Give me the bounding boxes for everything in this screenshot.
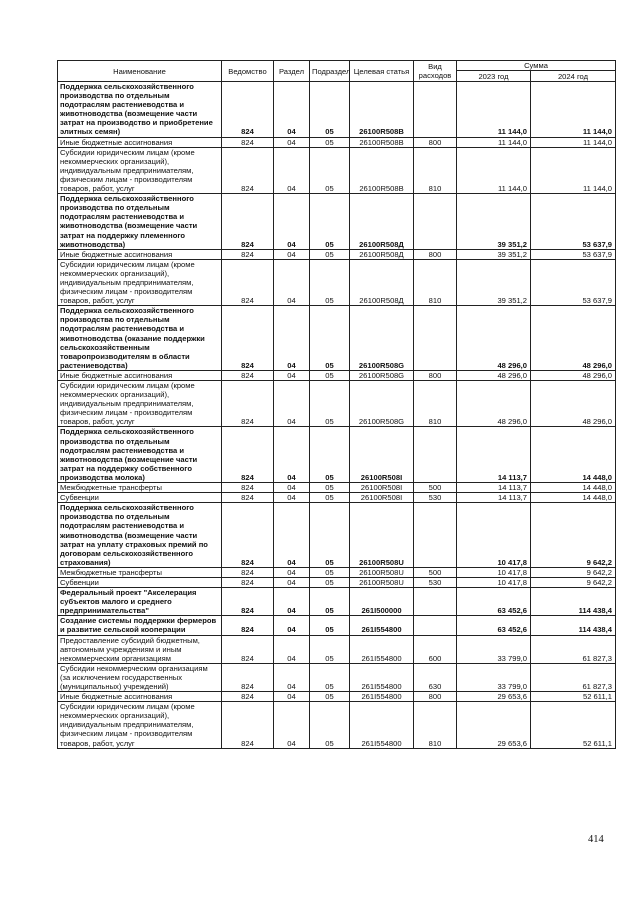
- row-sum-2023: 10 417,8: [457, 577, 531, 587]
- row-sum-2024: 14 448,0: [531, 483, 616, 493]
- row-expense-type: 800: [414, 249, 457, 259]
- row-name: Субсидии юридическим лицам (кроме некоммерческих организаций), индивидуальным предпринимателям, физическим лицам - производителям товаров, работ, услуг: [58, 259, 222, 305]
- row-target-article: 26100R508Д: [350, 259, 414, 305]
- row-name: Субсидии юридическим лицам (кроме некоммерческих организаций), индивидуальным предпринимателям, физическим лицам - производителям товаров, работ, услуг: [58, 702, 222, 748]
- row-section: 04: [274, 147, 310, 193]
- table-row: [58, 147, 616, 193]
- row-name: Субсидии некоммерческим организациям (за исключением государственных (муниципальных) учреждений): [58, 663, 222, 691]
- row-name: Межбюджетные трансферты: [58, 483, 222, 493]
- row-expense-type: 810: [414, 381, 457, 427]
- row-sum-2023: 63 452,6: [457, 588, 531, 616]
- row-sum-2024: 48 296,0: [531, 381, 616, 427]
- row-expense-type: 600: [414, 635, 457, 663]
- row-expense-type: 800: [414, 692, 457, 702]
- row-expense-type: [414, 427, 457, 483]
- table-row: [58, 137, 616, 147]
- row-department: 824: [222, 381, 274, 427]
- row-sum-2024: 61 827,3: [531, 663, 616, 691]
- row-section: 04: [274, 577, 310, 587]
- row-name: Федеральный проект "Акселерация субъектов малого и среднего предпринимательства": [58, 588, 222, 616]
- row-expense-type: 810: [414, 147, 457, 193]
- table-row: [58, 702, 616, 748]
- row-section: 04: [274, 503, 310, 568]
- row-name: Субсидии юридическим лицам (кроме некоммерческих организаций), индивидуальным предпринимателям, физическим лицам - производителям товаров, работ, услуг: [58, 147, 222, 193]
- row-sum-2023: 14 113,7: [457, 493, 531, 503]
- table-row: [58, 82, 616, 138]
- row-subsection: 05: [310, 493, 350, 503]
- table-row: [58, 370, 616, 380]
- row-expense-type: [414, 194, 457, 250]
- header-year-2023: 2023 год: [457, 71, 531, 82]
- row-name: Иные бюджетные ассигнования: [58, 692, 222, 702]
- row-name: Субвенции: [58, 577, 222, 587]
- row-department: 824: [222, 259, 274, 305]
- row-sum-2024: 11 144,0: [531, 147, 616, 193]
- row-sum-2023: 14 113,7: [457, 483, 531, 493]
- row-department: 824: [222, 663, 274, 691]
- row-target-article: 261I554800: [350, 702, 414, 748]
- row-name: Поддержка сельскохозяйственного производства по отдельным подотраслям растениеводства и животноводства (возмещение части затрат на поддержку собственного производства молока): [58, 427, 222, 483]
- row-section: 04: [274, 194, 310, 250]
- row-expense-type: 630: [414, 663, 457, 691]
- row-sum-2024: 11 144,0: [531, 82, 616, 138]
- row-name: Иные бюджетные ассигнования: [58, 249, 222, 259]
- row-target-article: 26100R508B: [350, 82, 414, 138]
- row-department: 824: [222, 503, 274, 568]
- row-subsection: 05: [310, 503, 350, 568]
- row-sum-2023: 29 653,6: [457, 692, 531, 702]
- row-expense-type: 800: [414, 137, 457, 147]
- row-target-article: 261I554800: [350, 663, 414, 691]
- row-section: 04: [274, 567, 310, 577]
- table-row: [58, 493, 616, 503]
- row-expense-type: [414, 616, 457, 635]
- row-sum-2024: 53 637,9: [531, 194, 616, 250]
- row-section: 04: [274, 635, 310, 663]
- row-sum-2023: 33 799,0: [457, 663, 531, 691]
- row-target-article: 26100R508I: [350, 483, 414, 493]
- row-sum-2024: 52 611,1: [531, 692, 616, 702]
- row-subsection: 05: [310, 249, 350, 259]
- row-target-article: 26100R508U: [350, 503, 414, 568]
- row-sum-2023: 14 113,7: [457, 427, 531, 483]
- table-body: [58, 82, 616, 749]
- row-name: Предоставление субсидий бюджетным, автономным учреждениям и иным некоммерческим организациям: [58, 635, 222, 663]
- table-row: [58, 249, 616, 259]
- row-section: 04: [274, 588, 310, 616]
- row-target-article: 26100R508Д: [350, 194, 414, 250]
- table-row: [58, 567, 616, 577]
- row-target-article: 26100R508B: [350, 137, 414, 147]
- row-subsection: 05: [310, 588, 350, 616]
- header-expense-type: Вид расходов: [414, 61, 457, 82]
- row-section: 04: [274, 616, 310, 635]
- table-header: [58, 61, 616, 82]
- row-expense-type: 800: [414, 370, 457, 380]
- row-target-article: 26100R508B: [350, 147, 414, 193]
- row-target-article: 26100R508I: [350, 427, 414, 483]
- row-expense-type: 500: [414, 567, 457, 577]
- row-section: 04: [274, 702, 310, 748]
- row-name: Поддержка сельскохозяйственного производства по отдельным подотраслям растениеводства и животноводства (возмещение части затрат на производство и приобретение элитных семян): [58, 82, 222, 138]
- row-section: 04: [274, 427, 310, 483]
- row-department: 824: [222, 147, 274, 193]
- row-department: 824: [222, 567, 274, 577]
- row-sum-2024: 48 296,0: [531, 370, 616, 380]
- row-sum-2024: 9 642,2: [531, 577, 616, 587]
- header-target-article: Целевая статья: [350, 61, 414, 82]
- row-target-article: 26100R508G: [350, 381, 414, 427]
- row-section: 04: [274, 306, 310, 371]
- row-sum-2023: 29 653,6: [457, 702, 531, 748]
- row-sum-2023: 39 351,2: [457, 249, 531, 259]
- header-subsection: Подраздел: [310, 61, 350, 82]
- row-expense-type: [414, 306, 457, 371]
- budget-table: [57, 60, 616, 749]
- page-number: 414: [588, 834, 604, 845]
- row-section: 04: [274, 692, 310, 702]
- row-expense-type: 500: [414, 483, 457, 493]
- row-expense-type: 530: [414, 493, 457, 503]
- header-section: Раздел: [274, 61, 310, 82]
- row-department: 824: [222, 249, 274, 259]
- row-name: Субвенции: [58, 493, 222, 503]
- row-sum-2024: 9 642,2: [531, 503, 616, 568]
- row-sum-2023: 48 296,0: [457, 370, 531, 380]
- table-row: [58, 635, 616, 663]
- header-sum: Сумма: [457, 61, 616, 71]
- row-department: 824: [222, 137, 274, 147]
- row-section: 04: [274, 370, 310, 380]
- row-expense-type: [414, 588, 457, 616]
- row-department: 824: [222, 370, 274, 380]
- table-row: [58, 588, 616, 616]
- row-name: Поддержка сельскохозяйственного производства по отдельным подотраслям растениеводства и животноводства (возмещение части затрат на поддержку племенного животноводства): [58, 194, 222, 250]
- row-target-article: 261I554800: [350, 692, 414, 702]
- row-section: 04: [274, 82, 310, 138]
- row-department: 824: [222, 692, 274, 702]
- row-subsection: 05: [310, 616, 350, 635]
- table-row: [58, 616, 616, 635]
- row-name: Межбюджетные трансферты: [58, 567, 222, 577]
- table-row: [58, 577, 616, 587]
- table-row: [58, 259, 616, 305]
- row-department: 824: [222, 493, 274, 503]
- row-target-article: 261I500000: [350, 588, 414, 616]
- row-sum-2024: 114 438,4: [531, 588, 616, 616]
- row-sum-2024: 53 637,9: [531, 259, 616, 305]
- row-section: 04: [274, 137, 310, 147]
- row-sum-2023: 11 144,0: [457, 137, 531, 147]
- row-sum-2023: 33 799,0: [457, 635, 531, 663]
- row-subsection: 05: [310, 194, 350, 250]
- row-sum-2023: 11 144,0: [457, 147, 531, 193]
- row-section: 04: [274, 483, 310, 493]
- table-row: [58, 306, 616, 371]
- row-section: 04: [274, 259, 310, 305]
- table-row: [58, 381, 616, 427]
- row-sum-2023: 39 351,2: [457, 259, 531, 305]
- row-subsection: 05: [310, 577, 350, 587]
- row-sum-2023: 11 144,0: [457, 82, 531, 138]
- row-subsection: 05: [310, 567, 350, 577]
- row-target-article: 261I554800: [350, 635, 414, 663]
- row-sum-2024: 114 438,4: [531, 616, 616, 635]
- row-department: 824: [222, 306, 274, 371]
- row-target-article: 26100R508G: [350, 370, 414, 380]
- row-name: Поддержка сельскохозяйственного производства по отдельным подотраслям растениеводства и животноводства (возмещение части затрат на уплату страховых премий по договорам сельскохозяйственного страхования): [58, 503, 222, 568]
- row-department: 824: [222, 82, 274, 138]
- row-target-article: 26100R508U: [350, 567, 414, 577]
- row-sum-2024: 53 637,9: [531, 249, 616, 259]
- row-sum-2024: 9 642,2: [531, 567, 616, 577]
- row-target-article: 26100R508Д: [350, 249, 414, 259]
- row-name: Иные бюджетные ассигнования: [58, 370, 222, 380]
- row-target-article: 261I554800: [350, 616, 414, 635]
- row-department: 824: [222, 577, 274, 587]
- row-subsection: 05: [310, 147, 350, 193]
- row-sum-2023: 48 296,0: [457, 381, 531, 427]
- row-expense-type: [414, 82, 457, 138]
- table-row: [58, 503, 616, 568]
- row-sum-2024: 14 448,0: [531, 493, 616, 503]
- row-department: 824: [222, 635, 274, 663]
- row-subsection: 05: [310, 306, 350, 371]
- row-sum-2024: 14 448,0: [531, 427, 616, 483]
- row-subsection: 05: [310, 692, 350, 702]
- row-section: 04: [274, 381, 310, 427]
- header-department: Ведомство: [222, 61, 274, 82]
- table-row: [58, 194, 616, 250]
- row-sum-2024: 11 144,0: [531, 137, 616, 147]
- row-department: 824: [222, 483, 274, 493]
- row-sum-2024: 61 827,3: [531, 635, 616, 663]
- table-row: [58, 427, 616, 483]
- table-row: [58, 692, 616, 702]
- row-name: Иные бюджетные ассигнования: [58, 137, 222, 147]
- row-sum-2023: 63 452,6: [457, 616, 531, 635]
- row-target-article: 26100R508G: [350, 306, 414, 371]
- row-target-article: 26100R508I: [350, 493, 414, 503]
- budget-page: [57, 60, 615, 749]
- row-name: Поддержка сельскохозяйственного производства по отдельным подотраслям растениеводства и животноводства (оказание поддержки сельскохозяйственным товаропроизводителям в области растениеводства): [58, 306, 222, 371]
- row-sum-2024: 48 296,0: [531, 306, 616, 371]
- row-subsection: 05: [310, 702, 350, 748]
- row-subsection: 05: [310, 663, 350, 691]
- row-subsection: 05: [310, 483, 350, 493]
- row-subsection: 05: [310, 82, 350, 138]
- row-subsection: 05: [310, 370, 350, 380]
- row-subsection: 05: [310, 381, 350, 427]
- row-department: 824: [222, 616, 274, 635]
- header-year-2024: 2024 год: [531, 71, 616, 82]
- table-row: [58, 483, 616, 493]
- row-sum-2023: 39 351,2: [457, 194, 531, 250]
- row-section: 04: [274, 493, 310, 503]
- row-sum-2024: 52 611,1: [531, 702, 616, 748]
- row-expense-type: 530: [414, 577, 457, 587]
- row-subsection: 05: [310, 635, 350, 663]
- header-name: Наименование: [58, 61, 222, 82]
- row-name: Создание системы поддержки фермеров и развитие сельской кооперации: [58, 616, 222, 635]
- row-sum-2023: 10 417,8: [457, 503, 531, 568]
- row-target-article: 26100R508U: [350, 577, 414, 587]
- row-section: 04: [274, 249, 310, 259]
- table-row: [58, 663, 616, 691]
- row-department: 824: [222, 702, 274, 748]
- row-sum-2023: 48 296,0: [457, 306, 531, 371]
- row-sum-2023: 10 417,8: [457, 567, 531, 577]
- row-department: 824: [222, 194, 274, 250]
- row-expense-type: [414, 503, 457, 568]
- row-department: 824: [222, 588, 274, 616]
- row-name: Субсидии юридическим лицам (кроме некоммерческих организаций), индивидуальным предпринимателям, физическим лицам - производителям товаров, работ, услуг: [58, 381, 222, 427]
- row-subsection: 05: [310, 259, 350, 305]
- row-subsection: 05: [310, 427, 350, 483]
- row-expense-type: 810: [414, 702, 457, 748]
- row-section: 04: [274, 663, 310, 691]
- row-subsection: 05: [310, 137, 350, 147]
- row-expense-type: 810: [414, 259, 457, 305]
- row-department: 824: [222, 427, 274, 483]
